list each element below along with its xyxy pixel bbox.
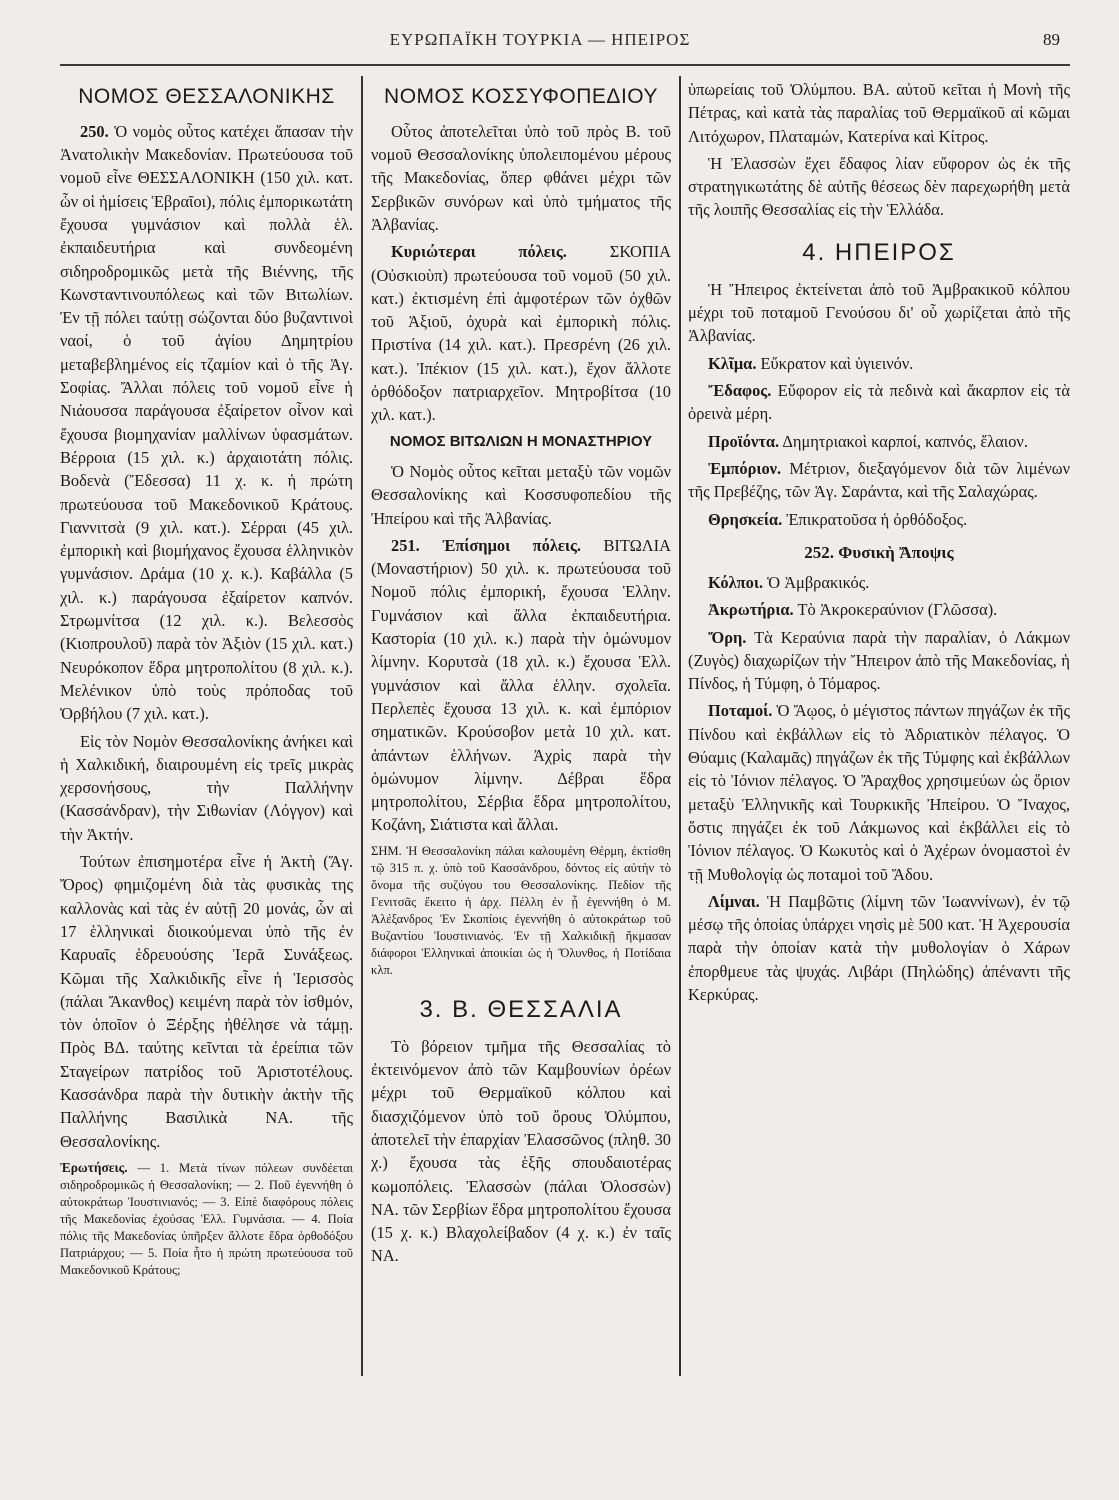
paragraph-lead: Λίμναι.	[708, 891, 760, 911]
running-title: ΕΥΡΩΠΑΪΚΗ ΤΟΥΡΚΙΑ — ΗΠΕΙΡΟΣ	[389, 30, 691, 49]
paragraph-text: Εὔκρατον καὶ ὑγιεινόν.	[760, 353, 914, 373]
paragraph: ὑπωρείαις τοῦ Ὀλύμπου. ΒΑ. αὐτοῦ κεῖται ἡ Μονὴ τῆς Πέτρας, καὶ κατὰ τὰς παραλίας τοῦ Θερμαϊκοῦ αἱ κῶμαι Λιτόχωρον, Πλαταμών, Κατερίνα καὶ Κίτρος.	[688, 80, 1070, 146]
paragraph-text: Ὁ Ἀμβρακικός.	[767, 572, 870, 592]
note-text: Ἡ Θεσσαλονίκη πάλαι καλουμένη Θέρμη, ἐκτίσθη τῷ 315 π. χ. ὑπὸ τοῦ Κασσάνδρου, δόντος εἰς αὐτὴν τὸ ὄνομα τῆς συζύγου του Θεσσαλονίκης. Πεδίον τῆς Γενιτσᾶς ἔκειτο ἡ ἀρχ. Πέλλη ἐν ᾗ ἐγεννήθη ὁ Μ. Ἀλέξανδρος Ἐν Σκοπίοις ἐγεννήθη ὁ αὐτοκράτωρ τοῦ Βυζαντίου Ἰουστινιανός. Ἐν τῇ Χαλκιδικῇ ἤκμασαν διάφοροι Ἑλληνικαὶ ἀποικίαι ὡς ἡ Ὄλυνθος, ἡ Ποτίδαια κλπ.	[371, 843, 671, 977]
section-number: 251.	[391, 535, 420, 555]
paragraph	[688, 508, 1070, 531]
paragraph-text: Τὰ Κεραύνια παρὰ τὴν παραλίαν, ὁ Λάκμων (Ζυγὸς) διαχωρίζων τὴν Ἤπειρον ἀπὸ τῆς Μακεδονίας, ἡ Πίνδος, ἡ Τύμφη, ὁ Τόμαρος.	[688, 627, 1070, 694]
paragraph	[688, 379, 1070, 426]
paragraph-lead: Ποταμοί.	[708, 701, 773, 721]
paragraph-text: ΒΙΤΩΛΙΑ (Μοναστήριον) 50 χιλ. κ. πρωτεύουσα τοῦ Νομοῦ πόλις ἐμπορική, ἔχουσα Ἑλλην. Γυμνάσιον καὶ ἄλλα ἐκπαιδευτήρια. Καστορία (10 χιλ. κ.) παρὰ τὴν ὁμώνυμον λίμνην. Κορυτσὰ (18 χιλ. κ.) ἔχουσα Ἑλλ. γυμνάσιον καὶ ἄλλα ἑλλην. σχολεῖα. Περλεπὲς ἔχουσα 13 χιλ. κ. καὶ ἐμπόριον σηματικῶν. Κρούσοβον μετὰ 10 χιλ. κατ. ἁπάντων ἑλλήνων. Ἀχρὶς παρὰ τὴν ὁμώνυμον λίμνην. Δέβραι ἕδρα μητροπολίτου, Σέρβια ἕδρα μητροπολίτου, Κοζάνη, Σιάτιστα καὶ ἄλλαι.	[371, 535, 671, 835]
paragraph	[688, 626, 1070, 696]
paragraph-lead: Ἀκρωτήρια.	[708, 600, 794, 620]
paragraph: Ἡ Ἤπειρος ἐκτείνεται ἀπὸ τοῦ Ἀμβρακικοῦ κόλπου μέχρι τοῦ ποταμοῦ Γενούσου δι' οὗ χωρίζεται ἀπὸ τῆς Ἀλβανίας.	[688, 279, 1070, 346]
paragraph-lead: Ἔδαφος.	[708, 381, 772, 401]
column-divider	[679, 76, 681, 1376]
section-number: 250.	[80, 121, 109, 141]
column-divider	[361, 76, 363, 1376]
paragraph-text: ΣΚΟΠΙΑ (Οὐσκιοὺπ) πρωτεύουσα τοῦ νομοῦ (50 χιλ. κατ.) ἐκτισμένη ἐπὶ ἀμφοτέρων τῶν ὀχθῶν τοῦ Ἀξιοῦ, ὀχυρὰ καὶ ἐμπορικὴ πόλις. Πριστίνα (14 χιλ. κατ.). Πρεσρένη (26 χιλ. κατ.). Ἰπέκιον (15 χιλ. κατ.), ἔχον ἄλλοτε ὀρθόδοξον πατριαρχεῖον. Μητροβίτσα (10 χιλ. κατ.).	[371, 242, 671, 425]
paragraph	[688, 430, 1070, 453]
paragraph	[60, 120, 353, 726]
page-number: 89	[1043, 30, 1060, 49]
paragraph	[688, 352, 1070, 375]
paragraph: Ὁ Νομὸς οὗτος κεῖται μεταξὺ τῶν νομῶν Θεσσαλονίκης καὶ Κοσσυφοπεδίου τῆς Ἠπείρου καὶ τῆς Ἀλβανίας.	[371, 461, 671, 528]
paragraph-lead: Κυριώτεραι πόλεις.	[391, 242, 567, 262]
questions-label: Ἐρωτήσεις.	[60, 1159, 128, 1175]
paragraph	[688, 571, 1070, 594]
paragraph	[688, 598, 1070, 621]
note-label: ΣΗΜ.	[371, 843, 402, 858]
questions-text: — 1. Μετὰ τίνων πόλεων συνδέεται σιδηροδρομικῶς ἡ Θεσσαλονίκη; — 2. Ποῦ ἐγεννήθη ὁ αὐτοκράτωρ Ἰουστινιανός; — 3. Εἰπὲ διαφόρους πόλεις τῆς Μακεδονίας ἐχούσας Ἑλλ. Γυμνάσια. — 4. Ποία πόλις τῆς Μακεδονίας ὑπῆρξεν ἄλλοτε ἕδρα ὀρθοδόξου Πατριάρχου; — 5. Ποία ἦτο ἡ πρώτη πρωτεύουσα τοῦ Μακεδονικοῦ Κράτους;	[60, 1160, 353, 1277]
paragraph-text: Μέτριον, διεξαγόμενον διὰ τῶν λιμένων τῆς Πρεβέζης, τῶν Ἁγ. Σαράντα, καὶ τῆς Σαλαχώρας.	[688, 458, 1070, 502]
paragraph-text: Ἡ Παμβῶτις (λίμνη τῶν Ἰωαννίνων), ἐν τῷ μέσῳ τῆς ὁποίας ὑπάρχει νησὶς μὲ 500 κατ. Ἡ Ἀχερουσία παρὰ τὴν ὁποίαν κατὰ τὴν μυθολογίαν ὁ Χάρων ἐπορθμευε τὰς ψυχάς. Λιβάρι (Πηλώδης) ἀπέναντι τῆς Κερκύρας.	[688, 891, 1070, 1004]
paragraph	[371, 240, 671, 426]
paragraph-lead: Ὄρη.	[708, 627, 747, 647]
paragraph-lead: Κλῖμα.	[708, 353, 757, 373]
paragraph-text: Εὔφορον εἰς τὰ πεδινὰ καὶ ἄκαρπον εἰς τὰ ὀρεινὰ μέρη.	[688, 381, 1070, 424]
paragraph: Οὗτος ἀποτελεῖται ὑπὸ τοῦ πρὸς Β. τοῦ νομοῦ Θεσσαλονίκης ὑπολειπομένου μέρους τῆς Μακεδονίας, ὅπερ φθάνει μέχρι τῶν Σερβικῶν συνόρων καὶ ὑπὸ τμήματος τῆς Ἀλβανίας.	[371, 121, 671, 234]
paragraph-lead: Ἐπίσημοι πόλεις.	[442, 535, 581, 555]
paragraph-text: Ἐπικρατοῦσα ἡ ὀρθόδοξος.	[786, 509, 968, 529]
questions	[60, 1159, 353, 1279]
subsection-title: 252. Φυσικὴ Ἄποψις	[804, 542, 954, 562]
section-title-thessalia: 3. Β. ΘΕΣΣΑΛΙΑ	[419, 995, 623, 1023]
paragraph-lead: Ἐμπόριον.	[708, 458, 782, 478]
paragraph: Τούτων ἐπισημοτέρα εἶνε ἡ Ἀκτὴ (Ἅγ. Ὄρος) φημιζομένη διὰ τὰς φυσικὰς της καλλονὰς καὶ τὰς ἐν αὐτῇ 20 μονάς, ὧν αἱ 17 ἑλληνικαὶ διοικούμεναι ὑπὸ τῆς ἐν Καρυαῖς ἑδρευούσης Ἱερᾶ Συνάξεως. Κῶμαι τῆς Χαλκιδικῆς εἶνε ἡ Ἱερισσὸς (πάλαι Ἄκανθος) κειμένη παρὰ τὸν ἰσθμόν, τὸν ὁποῖον ὁ Ξέρξης ἠθέλησε νὰ τάμῃ. Πρὸς ΒΔ. ταύτης κεῖνται τὰ ἐρείπια τῶν Σταγείρων πατρίδος τοῦ Ἀριστοτέλους. Κασσάνδρα παρὰ τὴν δυτικὴν ἀκτὴν τῆς Παλλήνης Βασιλικὰ ΝΑ. τῆς Θεσσαλονίκης.	[60, 852, 353, 1151]
paragraph	[688, 699, 1070, 885]
paragraph-lead: Προϊόντα.	[708, 431, 780, 451]
paragraph-text: Δημητριακοὶ καρποί, καπνός, ἔλαιον.	[782, 431, 1028, 451]
column-2	[371, 78, 671, 1470]
section-title-kossyfopedio: ΝΟΜΟΣ ΚΟΣΣΥΦΟΠΕΔΙΟΥ	[384, 85, 658, 108]
paragraph	[688, 457, 1070, 504]
paragraph: Εἰς τὸν Νομὸν Θεσσαλονίκης ἀνήκει καὶ ἡ Χαλκιδική, διαιρουμένη εἰς τρεῖς μικρὰς χερσονήσους, τὴν Παλλήνην (Κασσάνδραν), τὴν Σιθωνίαν (Λόγγον) καὶ τὴν Ἀκτήν.	[60, 731, 353, 844]
paragraph-text: Ὁ Ἄῳος, ὁ μέγιστος πάντων πηγάζων ἐκ τῆς Πίνδου καὶ ἐκβάλλων εἰς τὸ Ἀδριατικὸν πέλαγος. Ὁ Θύαμις (Καλαμᾶς) πηγάζων ἐκ τῆς Τύμφης καὶ ἐκβάλλων εἰς τὸ Ἰόνιον πέλαγος. Ὁ Ἄραχθος χρησιμεύων ὡς ὅριον μεταξὺ Ἑλληνικῆς καὶ Τουρκικῆς Ἠπείρου. Ὁ Ἴναχος, ὅστις πηγάζει ἐκ τοῦ Λάκμωνος καὶ ἐκβάλλει εἰς τὸ Ἰόνιον πέλαγος. Ὁ Κωκυτὸς καὶ ὁ Ἀχέρων ὀνομαστοὶ ἐν τῇ Μυθολογίᾳ ὡς ποταμοὶ τοῦ Ἅδου.	[688, 701, 1070, 884]
paragraph-lead: Κόλποι.	[708, 572, 764, 592]
paragraph-text: Τὸ Ἀκροκεραύνιον (Γλῶσσα).	[797, 600, 998, 620]
paragraph	[688, 890, 1070, 1006]
paragraph-lead: Θρησκεία.	[708, 509, 783, 529]
section-title-thessaloniki: ΝΟΜΟΣ ΘΕΣΣΑΛΟΝΙΚΗΣ	[78, 85, 335, 108]
paragraph: Ἡ Ἐλασσὼν ἔχει ἔδαφος λίαν εὔφορον ὡς ἐκ τῆς στρατηγικωτάτης δὲ αὐτῆς θέσεως δὲν παρεχωρήθη μετὰ τῆς λοιπῆς Θεσσαλίας εἰς τὴν Ἑλλάδα.	[688, 153, 1070, 220]
paragraph-text: Ὁ νομὸς οὗτος κατέχει ἅπασαν τὴν Ἀνατολικὴν Μακεδονίαν. Πρωτεύουσα τοῦ νομοῦ εἶνε ΘΕΣΣΑΛΟΝΙΚΗ (150 χιλ. κατ. ὧν οἱ ἡμίσεις Ἑβραῖοι), πόλις ἐμπορικωτάτη ἔχουσα γυμνάσιον καὶ πολλὰ ἑλ. ἐκπαιδευτήρια καὶ συνδεομένη σιδηροδρομικῶς μετὰ τῆς Βιέννης, τῆς Κωνσταντινουπόλεως καὶ τῶν Βιτωλίων. Ἐν τῇ πόλει ταύτῃ σώζονται δύο βυζαντινοὶ ναοί, ὁ τοῦ ἁγίου Δημητρίου μεταβεβλημένος εἰς τζαμίον καὶ ὁ τῆς Ἁγ. Σοφίας. Ἄλλαι πόλεις τοῦ νομοῦ εἶνε ἡ Νιάουσσα παράγουσα ἐξαίρετον οἶνον καὶ ἔχουσα βιομηχανίαν μαλλίνων ὑφασμάτων. Βέρροια (15 χιλ. κ.) ἀρχαιοτάτη πόλις. Βοδενὰ (Ἔδεσσα) 11 χ. κ. ἡ πρώτη πρωτεύουσα τοῦ Μακεδονικοῦ Κράτους. Γιαννιτσὰ (9 χιλ. κατ.). Σέρραι (45 χιλ. ἐμπορικὴ καὶ βιομήχανος ἔχουσα ἑλληνικὸν γυμνάσιον. Δράμα (10 χ. κ.). Καβάλλα (5 χιλ. κ.) παράγουσα ἐξαίρετον καπνόν. Στρωμνίτσα (12 χιλ. κ.). Βελεσσὸς (Κιοπρουλοῦ) παρὰ τὸν Ἀξιὸν (15 χιλ. κατ.) Νευρόκοπον ἕδρα μητροπολίτου (8 χιλ. κ.). Μελένικον ὑπὸ τοὺς πρόποδας τοῦ Ὀρβήλου (7 χιλ. κατ.).	[60, 121, 353, 724]
section-title-ipeiros: 4. ΗΠΕΙΡΟΣ	[802, 238, 956, 266]
paragraph	[371, 534, 671, 837]
column-1	[60, 78, 353, 1470]
section-title-vitolia: ΝΟΜΟΣ ΒΙΤΩΛΙΩΝ Η ΜΟΝΑΣΤΗΡΙΟΥ	[389, 432, 653, 450]
paragraph: Τὸ βόρειον τμῆμα τῆς Θεσσαλίας τὸ ἐκτεινόμενον ἀπὸ τῶν Καμβουνίων ὀρέων μέχρι τοῦ Θερμαϊκοῦ κόλπου καὶ διασχιζόμενον ὑπὸ τοῦ ὄρους Ὀλύμπου, ἀποτελεῖ τὴν ἐπαρχίαν Ἐλασσῶνος (πληθ. 30 χ.) ἔχουσα τὰς ἑξῆς σπουδαιοτέρας κωμοπόλεις. Ἐλασσὼν (πάλαι Ὀλοσσὼν) ΝΑ. τῶν Σερβίων ἕδρα μητροπολίτου ἔχουσα (15 χ. κ.) Βλαχολείβαδον (4 χ. κ.) ἐν ταῖς ΝΑ.	[371, 1036, 671, 1266]
column-3	[688, 78, 1070, 1470]
header-rule	[60, 64, 1070, 66]
note	[371, 843, 671, 979]
